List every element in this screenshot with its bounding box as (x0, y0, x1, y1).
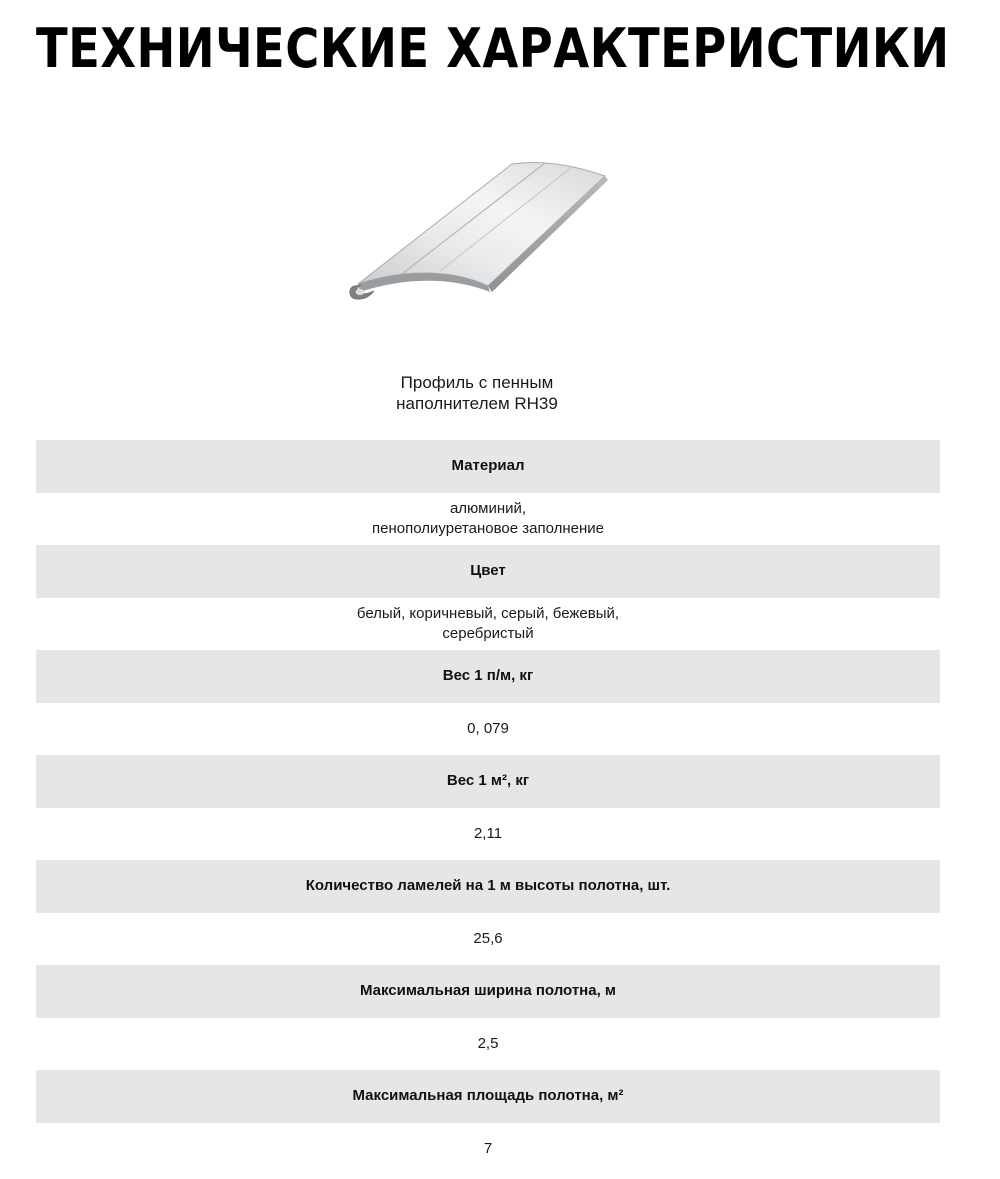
spec-value-line: 2,5 (477, 1034, 499, 1052)
spec-value-material (36, 493, 940, 546)
product-caption (277, 372, 677, 414)
spec-value-line: 0, 079 (467, 719, 509, 737)
spec-header-max-width: Максимальная ширина полотна, м (36, 965, 940, 1018)
spec-value-slat-count (36, 913, 940, 966)
spec-value-weight-per-sqm (36, 808, 940, 861)
spec-header-max-area: Максимальная площадь полотна, м² (36, 1070, 940, 1123)
page-title: ТЕХНИЧЕСКИЕ ХАРАКТЕРИСТИКИ (36, 17, 950, 80)
product-caption-line: наполнителем RH39 (396, 394, 558, 413)
spec-header-material: Материал (36, 440, 940, 493)
spec-value-line: пенополиуретановое заполнение (372, 519, 604, 537)
spec-table (36, 440, 940, 1175)
spec-value-weight-per-meter (36, 703, 940, 756)
spec-value-max-area (36, 1123, 940, 1176)
spec-value-line: 7 (483, 1139, 493, 1157)
spec-value-line: серебристый (442, 624, 534, 642)
spec-header-weight-per-sqm: Вес 1 м², кг (36, 755, 940, 808)
spec-value-line: белый, коричневый, серый, бежевый, (356, 604, 620, 622)
spec-value-line: 25,6 (473, 929, 503, 947)
spec-header-weight-per-meter: Вес 1 п/м, кг (36, 650, 940, 703)
spec-value-line: алюминий, (449, 499, 527, 517)
spec-value-max-width (36, 1018, 940, 1071)
spec-value-line: 2,11 (473, 824, 503, 842)
spec-value-color (36, 598, 940, 651)
spec-header-color: Цвет (36, 545, 940, 598)
product-caption-line: Профиль с пенным (400, 373, 554, 392)
spec-header-slat-count: Количество ламелей на 1 м высоты полотна, шт. (36, 860, 940, 913)
aluminum-slat-profile-icon (340, 150, 620, 320)
